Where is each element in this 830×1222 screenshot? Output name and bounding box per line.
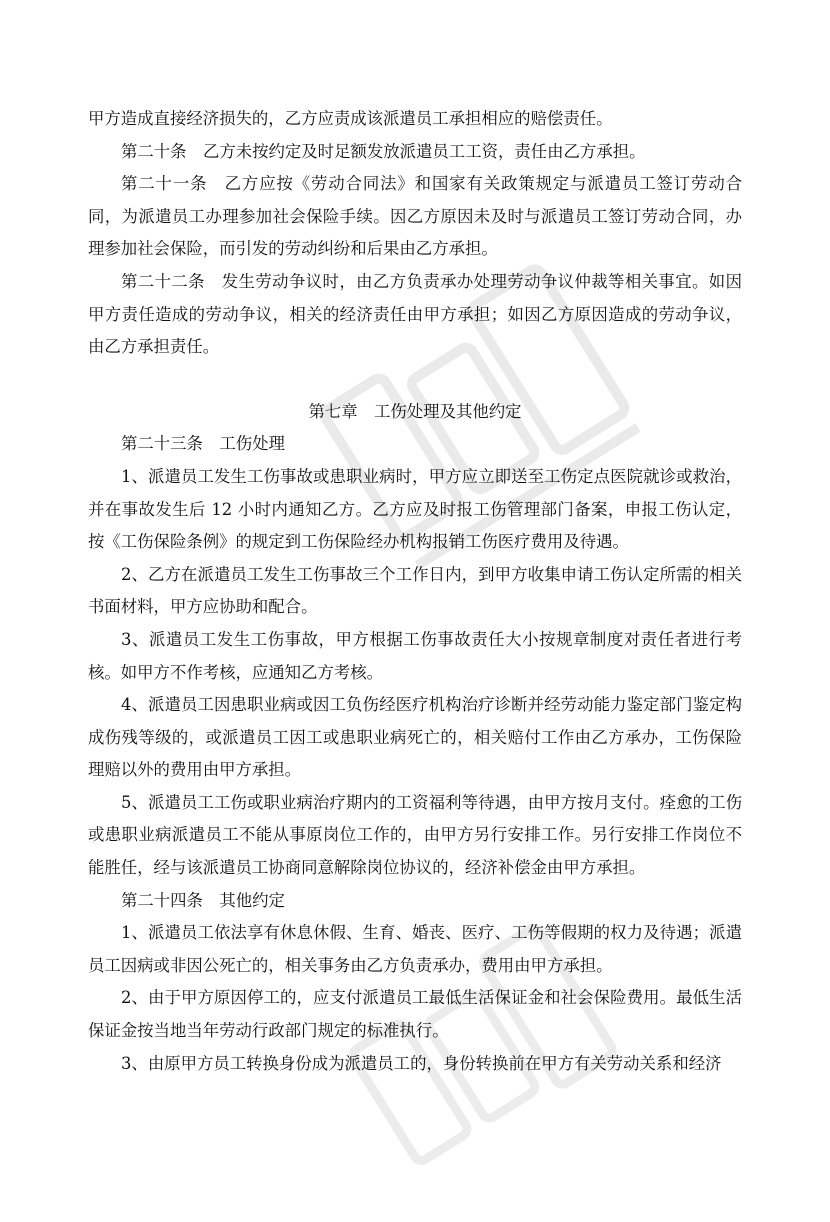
article-22: 第二十二条 发生劳动争议时，由乙方负责承办处理劳动争议仲裁等相关事宜。如因甲方责任造成的劳动争议，相关的经济责任由甲方承担；如因乙方原因造成的劳动争议，由乙方承担责任。 xyxy=(88,271,742,357)
article-23-item-1: 1、派遣员工发生工伤事故或患职业病时，甲方应立即送至工伤定点医院就诊或救治，并在事故发生后 12 小时内通知乙方。乙方应及时报工伤管理部门备案，申报工伤认定，按《工伤保险条例》的规定到工伤保险经办机构报销工伤医疗费用及待遇。 xyxy=(88,466,742,552)
article-24-heading: 第二十四条 其他约定 xyxy=(121,890,285,910)
article-23-heading: 第二十三条 工伤处理 xyxy=(121,434,285,454)
article-24-item-1: 1、派遣员工依法享有休息休假、生育、婚丧、医疗、工伤等假期的权力及待遇；派遣员工因病或非因公死亡的，相关事务由乙方负责承办，费用由甲方承担。 xyxy=(88,923,742,975)
article-24-item-2: 2、由于甲方原因停工的，应支付派遣员工最低生活保证金和社会保险费用。最低生活保证金按当地当年劳动行政部门规定的标准执行。 xyxy=(88,988,742,1041)
article-21: 第二十一条 乙方应按《劳动合同法》和国家有关政策规定与派遣员工签订劳动合同，为派遣员工办理参加社会保险手续。因乙方原因未及时与派遣员工签订劳动合同，办理参加社会保险，而引发的劳动纠纷和后果由乙方承担。 xyxy=(88,174,742,259)
article-23-item-4: 4、派遣员工因患职业病或因工负伤经医疗机构治疗诊断并经劳动能力鉴定部门鉴定构成伤残等级的，或派遣员工因工或患职业病死亡的，相关赔付工作由乙方承办，工伤保险理赔以外的费用由甲方承担。 xyxy=(88,695,742,780)
article-23-item-5: 5、派遣员工工伤或职业病治疗期内的工资福利等待遇，由甲方按月支付。痊愈的工伤或患职业病派遣员工不能从事原岗位工作的，由甲方另行安排工作。另行安排工作岗位不能胜任，经与该派遣员工协商同意解除岗位协议的，经济补偿金由甲方承担。 xyxy=(88,792,742,878)
article-24-item-3: 3、由原甲方员工转换身份成为派遣员工的，身份转换前在甲方有关劳动关系和经济 xyxy=(121,1053,722,1073)
chapter-title: 第七章 工伤处理及其他约定 xyxy=(308,401,522,421)
article-20: 第二十条 乙方未按约定及时足额发放派遣员工工资，责任由乙方承担。 xyxy=(121,141,646,161)
article-23-item-2: 2、乙方在派遣员工发生工伤事故三个工作日内，到甲方收集申请工伤认定所需的相关书面材料，甲方应协助和配合。 xyxy=(88,564,742,617)
article-23-item-3: 3、派遣员工发生工伤事故，甲方根据工伤事故责任大小按规章制度对责任者进行考核。如甲方不作考核，应通知乙方考核。 xyxy=(88,629,742,682)
document-body xyxy=(88,103,742,1080)
paragraph-continuation: 甲方造成直接经济损失的，乙方应责成该派遣员工承担相应的赔偿责任。 xyxy=(88,109,613,128)
